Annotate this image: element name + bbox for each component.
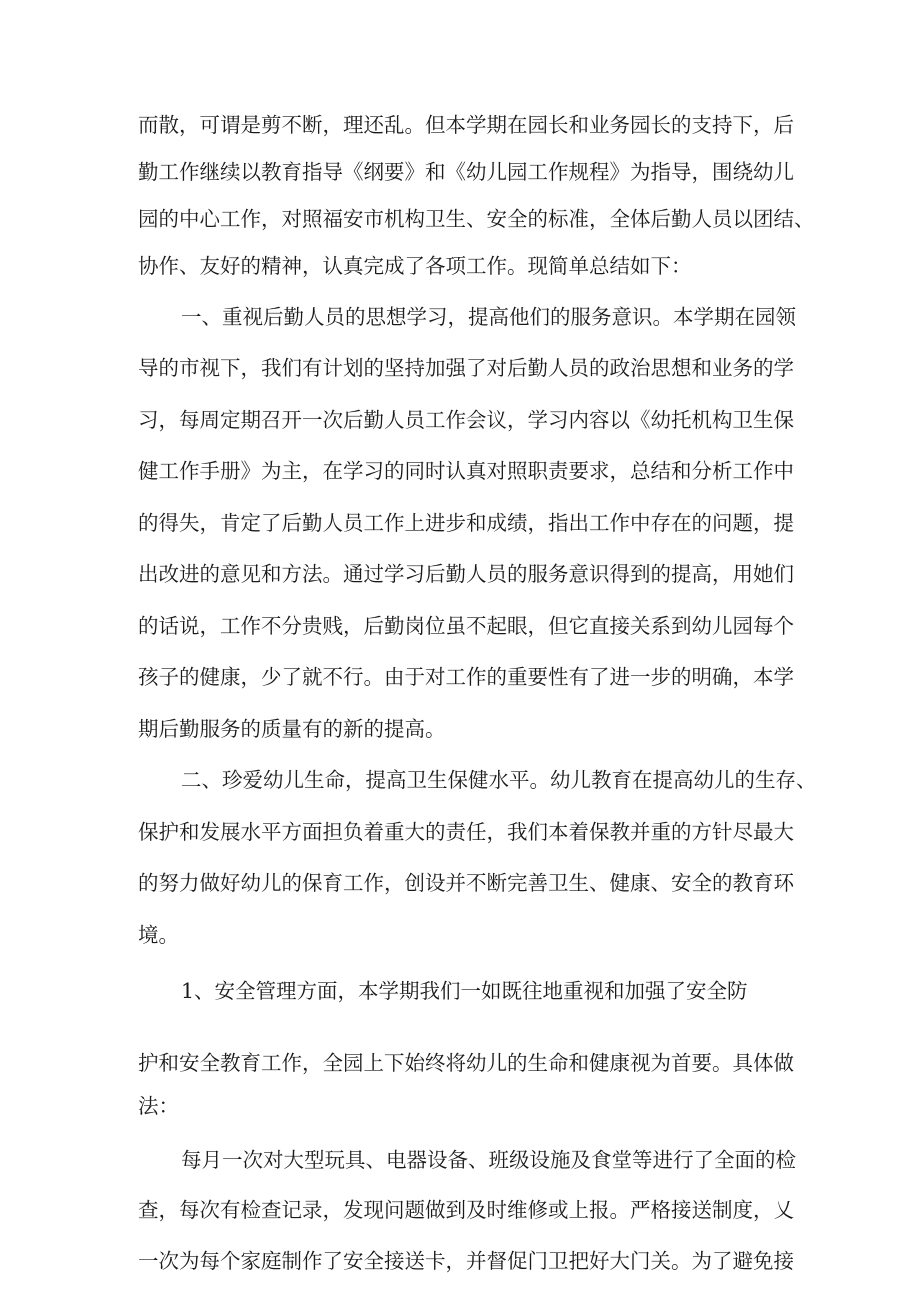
paragraph-1-line-2: 导的市视下，我们有计划的坚持加强了对后勤人员的政治思想和业务的学 xyxy=(138,356,794,380)
paragraph-1-line-5: 的得失，肯定了后勤人员工作上进步和成绩，指出工作中存在的问题，提 xyxy=(138,511,794,535)
paragraph-4-line-2: 查，每次有检查记录，发现问题做到及时维修或上报。严格接送制度，乂 xyxy=(138,1198,794,1222)
text-line-1: 而散，可谓是剪不断，理还乱。但本学期在园长和业务园长的支持下，后 xyxy=(138,113,794,137)
paragraph-1-line-8: 孩子的健康，少了就不行。由于对工作的重要性有了进一步的明确，本学 xyxy=(138,665,794,689)
paragraph-4-line-3: 一次为每个家庭制作了安全接送卡，并督促门卫把好大门关。为了避免接 xyxy=(138,1249,794,1273)
paragraph-1-line-1: 一、重视后勤人员的思想学习，提高他们的服务意识。本学期在园领 xyxy=(181,305,796,329)
paragraph-3-line-1: 1、安全管理方面，本学期我们一如既往地重视和加强了安全防 xyxy=(181,979,748,1003)
paragraph-2-line-3: 的努力做好幼儿的保育工作，创设并不断完善卫生、健康、安全的教育环 xyxy=(138,871,794,895)
paragraph-1-line-4: 健工作手册》为主，在学习的同时认真对照职责要求，总结和分析工作中 xyxy=(138,459,794,483)
text-line-3: 园的中心工作，对照福安市机构卫生、安全的标准，全体后勤人员以团结、 xyxy=(138,207,815,231)
paragraph-2-line-4: 境。 xyxy=(138,923,179,947)
paragraph-1-line-7: 的话说，工作不分贵贱，后勤岗位虽不起眼，但它直接关系到幼儿园每个 xyxy=(138,614,794,638)
text-line-2: 勤工作继续以教育指导《纲要》和《幼儿园工作规程》为指导，围绕幼儿 xyxy=(138,160,794,184)
paragraph-3-line-3: 法： xyxy=(138,1094,179,1118)
paragraph-3-line-2: 护和安全教育工作，全园上下始终将幼儿的生命和健康视为首要。具体做 xyxy=(138,1051,794,1075)
paragraph-1-line-9: 期后勤服务的质量有的新的提高。 xyxy=(138,717,446,741)
paragraph-4-line-1: 每月一次对大型玩具、电器设备、班级设施及食堂等进行了全面的检 xyxy=(181,1148,796,1172)
paragraph-2-line-2: 保护和发展水平方面担负着重大的责任，我们本着保教并重的方针尽最大 xyxy=(138,820,794,844)
paragraph-1-line-6: 出改进的意见和方法。通过学习后勤人员的服务意识得到的提高，用她们 xyxy=(138,562,794,586)
paragraph-2-line-1: 二、珍爱幼儿生命，提高卫生保健水平。幼儿教育在提高幼儿的生存、 xyxy=(181,768,817,792)
text-line-4: 协作、友好的精神，认真完成了各项工作。现简单总结如下： xyxy=(138,254,692,278)
paragraph-1-line-3: 习，每周定期召开一次后勤人员工作会议，学习内容以《幼托机构卫生保 xyxy=(138,408,794,432)
